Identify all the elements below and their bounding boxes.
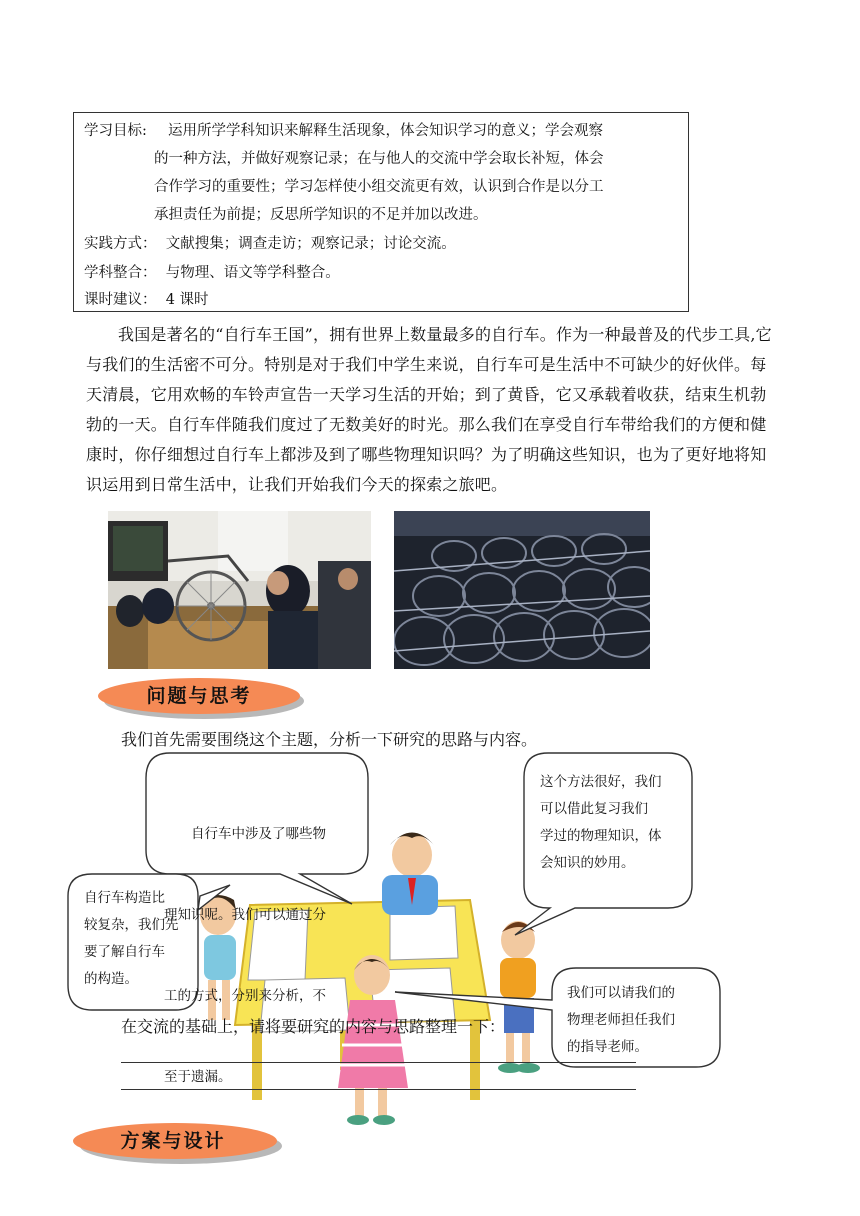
bubble-2-line-2: 可以借此复习我们 bbox=[540, 801, 648, 817]
bubble-4-line-2: 物理老师担任我们 bbox=[567, 1012, 675, 1028]
bubble-2-line-3: 学过的物理知识，体 bbox=[540, 828, 662, 844]
bubble-2-line-4: 会知识的妙用。 bbox=[540, 855, 635, 871]
goal-line-4: 承担责任为前提；反思所学知识的不足并加以改进。 bbox=[154, 207, 488, 223]
bubble-3-line-4: 的构造。 bbox=[84, 971, 138, 987]
bubble-2-line-1: 这个方法很好，我们 bbox=[540, 774, 662, 790]
bubble-1-text bbox=[164, 767, 326, 1118]
bubble-3-line-1: 自行车构造比 bbox=[84, 890, 165, 906]
bubble-4-line-1: 我们可以请我们的 bbox=[567, 985, 675, 1001]
bubble-3-line-3: 要了解自行车 bbox=[84, 944, 165, 960]
section-banner-design bbox=[70, 1122, 276, 1164]
goal-label: 学习目标: bbox=[84, 123, 147, 139]
answer-line-1[interactable] bbox=[121, 1062, 636, 1063]
bubble-3-line-2: 较复杂，我们先 bbox=[84, 917, 179, 933]
bubble-2-text bbox=[540, 769, 662, 877]
intro-paragraph: 我国是著名的“自行车王国”，拥有世界上数量最多的自行车。作为一种最普及的代步工具,它与我们的生活密不可分。特别是对于我们中学生来说，自行车可是生活中不可缺少的好伙伴。每天清晨，它用欢畅的车铃声宣告一天学习生活的开始；到了黄昏，它又承载着收获，结束生机勃勃的一天。自行车伴随我们度过了无数美好的时光。那么我们在享受自行车带给我们的方便和健康时，你仔细想过自行车上都涉及到了哪些物理知识吗？为了明确这些知识，也为了更好地将知识运用到日常生活中，让我们开始我们今天的探索之旅吧。 bbox=[86, 325, 772, 494]
hours-suggestion: 课时建议： 4 课时 bbox=[84, 292, 209, 308]
bubble-1-line-4: 至于遗漏。 bbox=[164, 1069, 232, 1085]
section-title-design: 方案与设计 bbox=[120, 1130, 226, 1152]
subject-integration: 学科整合： 与物理、语文等学科整合。 bbox=[84, 265, 340, 281]
goal-line-2: 的一种方法，并做好观察记录；在与他人的交流中学会取长补短，体会 bbox=[154, 151, 604, 167]
bubble-3-text bbox=[84, 885, 179, 993]
answer-line-2[interactable] bbox=[121, 1089, 636, 1090]
practice-method: 实践方式： 文献搜集；调查走访；观察记录；讨论交流。 bbox=[84, 236, 456, 252]
bubble-1-line-2: 理知识呢。我们可以通过分 bbox=[164, 907, 326, 923]
section-title-questions: 问题与思考 bbox=[146, 685, 252, 707]
bubble-4-text bbox=[567, 980, 675, 1061]
summary-prompt: 在交流的基础上，请将要研究的内容与思路整理一下： bbox=[121, 1017, 506, 1036]
bubble-1-line-1: 自行车中涉及了哪些物 bbox=[164, 826, 326, 842]
section-intro: 我们首先需要围绕这个主题，分析一下研究的思路与内容。 bbox=[121, 730, 538, 749]
goal-line-1: 运用所学学科知识来解释生活现象，体会知识学习的意义；学会观察 bbox=[168, 123, 603, 139]
bubble-1-line-3: 工的方式，分别来分析，不 bbox=[164, 988, 326, 1004]
goal-line-3: 合作学习的重要性；学习怎样使小组交流更有效，认识到合作是以分工 bbox=[154, 179, 604, 195]
bubble-4-line-3: 的指导老师。 bbox=[567, 1039, 648, 1055]
